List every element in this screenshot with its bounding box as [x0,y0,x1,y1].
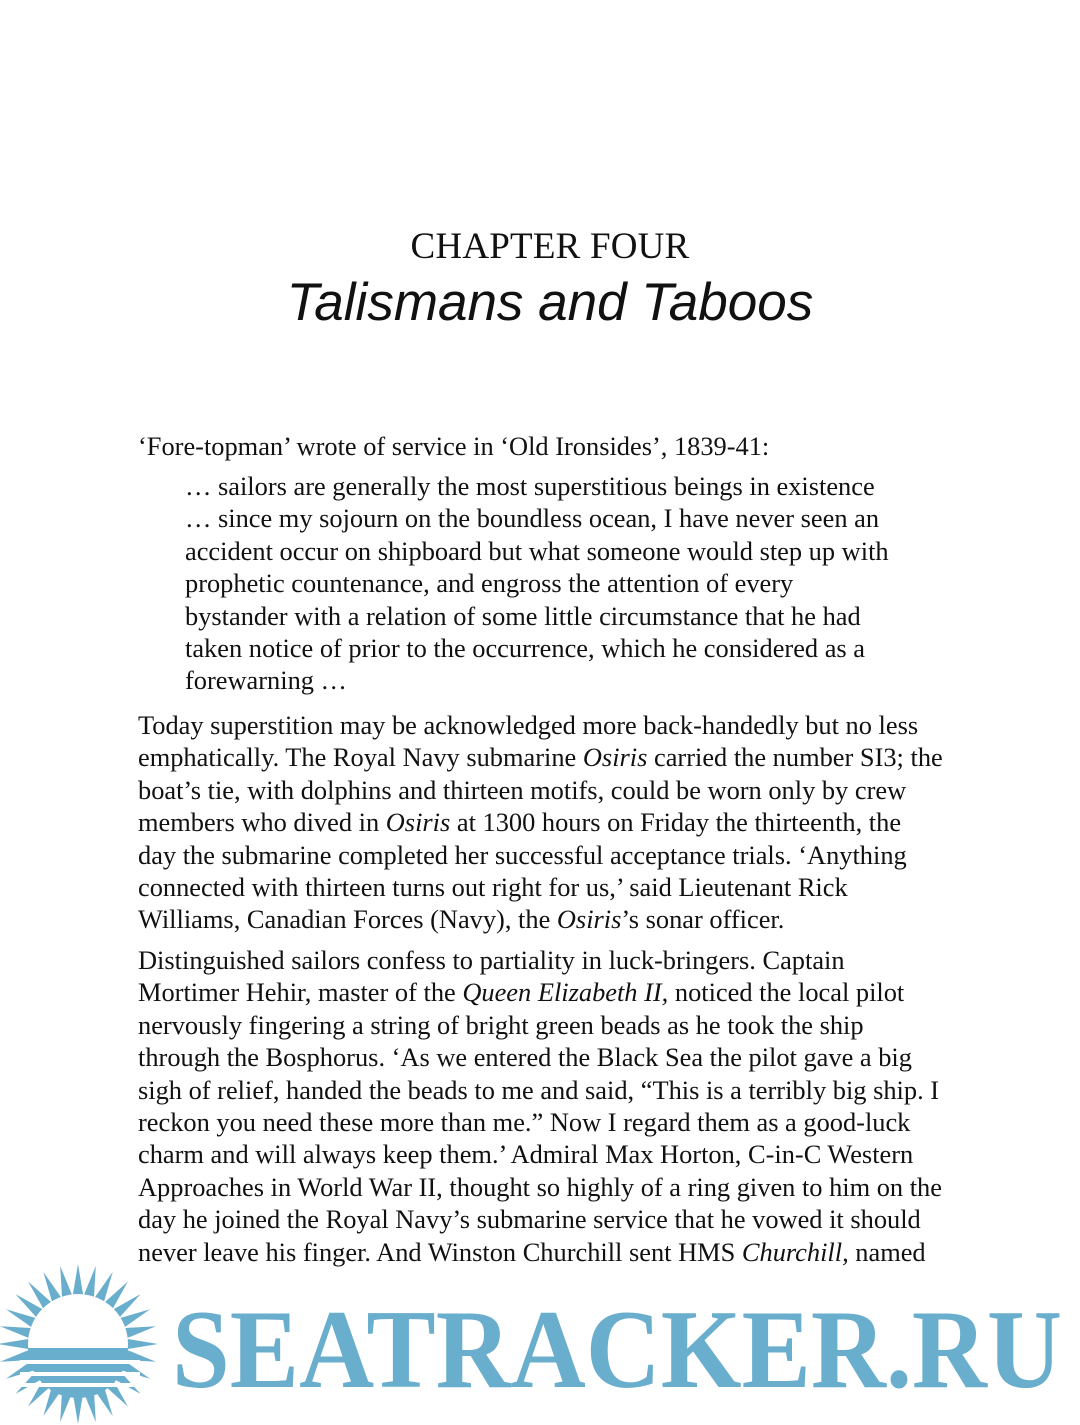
text-line: Today superstition may be acknowledged more back-handedly but no less [138,710,919,740]
watermark-text: SEATRACKER.RU [172,1288,1062,1412]
text-line: connected with thirteen turns out right for us,’ said Lieutenant Rick [138,872,848,903]
text-line: nervously fingering a string of bright green beads as he took the ship [138,1009,864,1040]
italic-title: Queen Elizabeth II, [462,977,669,1008]
text-line: day he joined the Royal Navy’s submarine service that he vowed it should [138,1204,921,1235]
chapter-label: CHAPTER FOUR [410,226,690,267]
text-line: emphatically. The Royal Navy submarine Osiris carried the number SI3; the [138,742,943,773]
paragraph-luck-bringers [138,944,974,1268]
text-line: Williams, Canadian Forces (Navy), the Osiris’s sonar officer. [138,904,785,935]
quote-line: prophetic countenance, and engross the attention of every [185,568,794,599]
intro-paragraph: ‘Fore-topman’ wrote of service in ‘Old Ironsides’, 1839-41: [138,431,770,461]
quote-line: forewarning … [185,665,347,696]
text-line: reckon you need these more than me.” Now I regard them as a good-luck [138,1107,911,1138]
text-line: never leave his finger. And Winston Churchill sent HMS Churchill, named [138,1236,926,1267]
quote-line: … since my sojourn on the boundless ocean, I have never seen an [185,503,880,534]
italic-title: Osiris [556,904,622,935]
text-line: sigh of relief, handed the beads to me and said, “This is a terribly big ship. I [138,1074,940,1105]
quote-line: accident occur on shipboard but what someone would step up with [185,535,889,566]
paragraph-osiris [138,709,974,936]
chapter-title: Talismans and Taboos [286,273,814,332]
quote-line: taken notice of prior to the occurrence, which he considered as a [185,633,865,664]
text-line: day the submarine completed her successful acceptance trials. ‘Anything [138,839,907,870]
sun-logo-icon [0,1264,158,1424]
text-line: charm and will always keep them.’ Admiral Max Horton, C-in-C Western [138,1139,914,1170]
quote-line: bystander with a relation of some little circumstance that he had [185,600,861,631]
text-line: Distinguished sailors confess to partiality in luck-bringers. Captain [138,945,845,975]
text-line: Approaches in World War II, thought so highly of a ring given to him on the [138,1171,942,1202]
watermark-banner [0,1262,1080,1425]
text-line: boat’s tie, with dolphins and thirteen motifs, could be worn only by crew [138,774,907,805]
text-line: Mortimer Hehir, master of the Queen Elizabeth II, noticed the local pilot [138,977,905,1008]
italic-title: Osiris [582,742,648,773]
text-line: through the Bosphorus. ‘As we entered the Black Sea the pilot gave a big [138,1042,912,1073]
quote-line: … sailors are generally the most superstitious beings in existence [185,471,875,501]
text-line: members who dived in Osiris at 1300 hours on Friday the thirteenth, the [138,807,902,838]
italic-title: Osiris [385,807,451,838]
italic-title: Churchill, [741,1236,849,1267]
block-quote [185,470,945,697]
